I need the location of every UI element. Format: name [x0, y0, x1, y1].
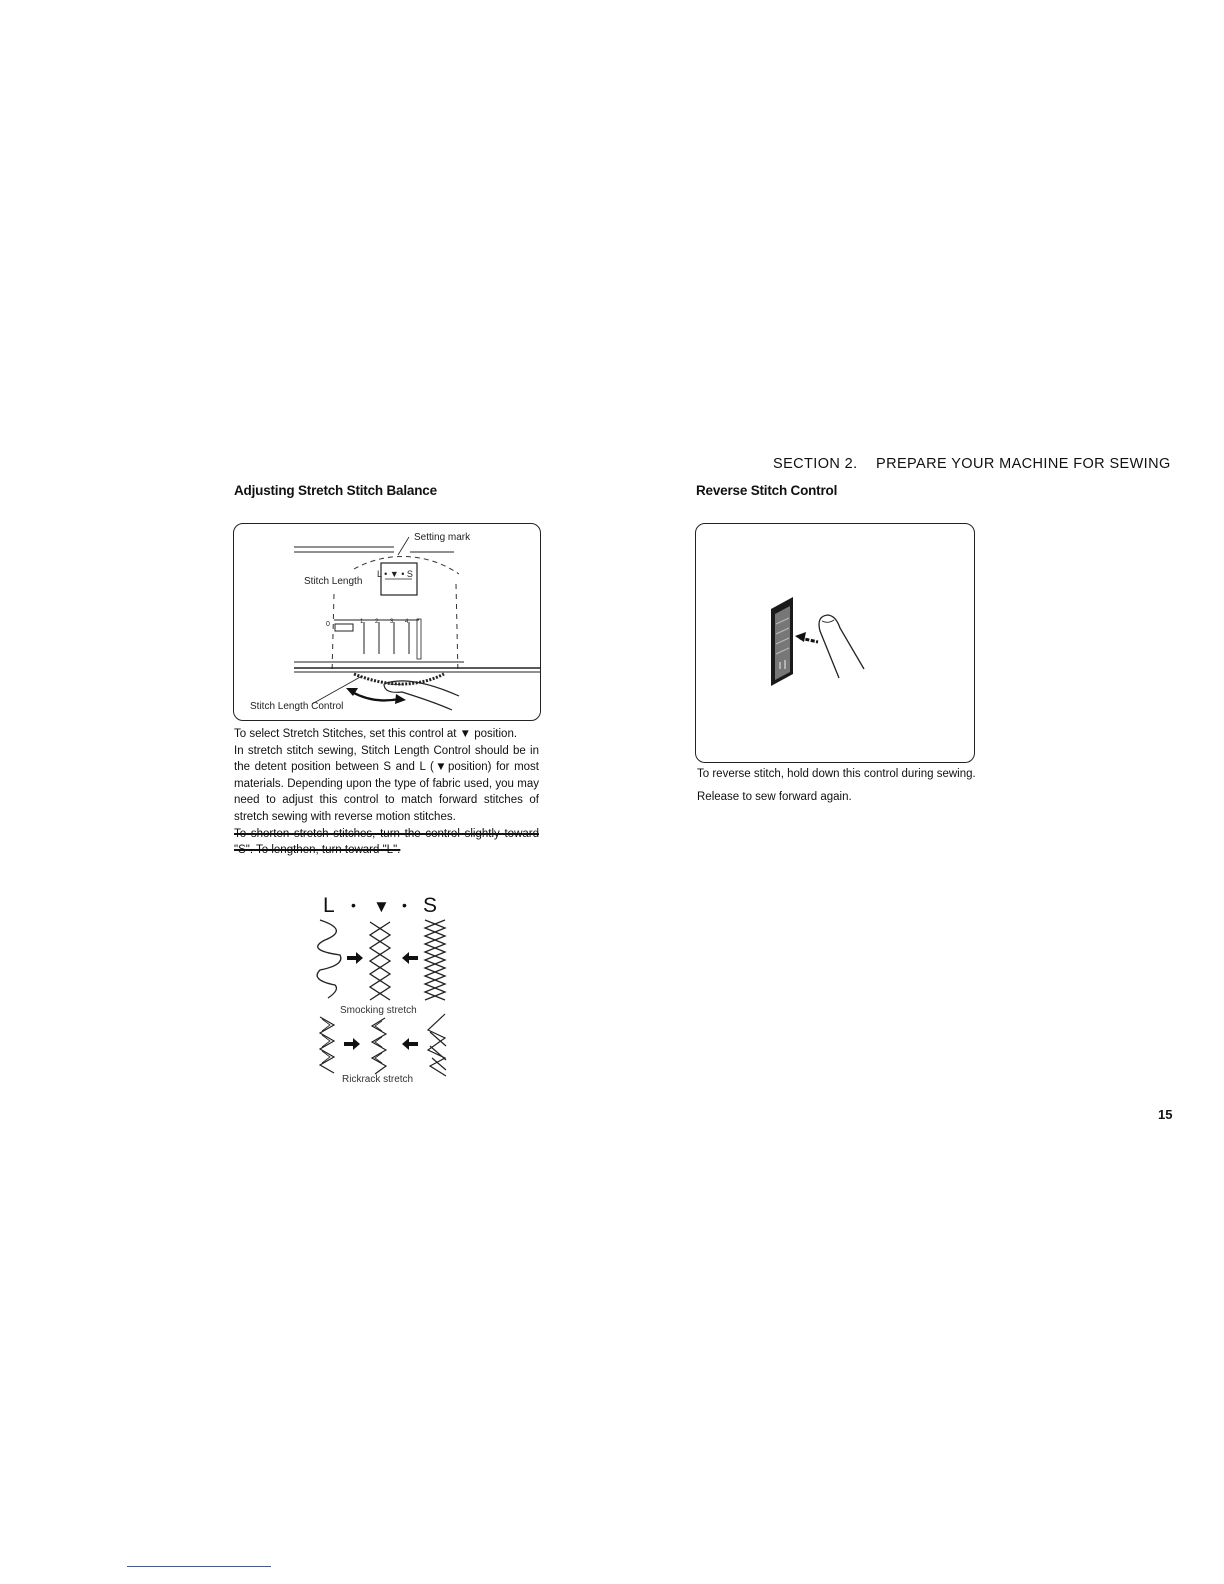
stitch-balance-drawing	[300, 890, 470, 1090]
rickrack-s-a	[428, 1014, 446, 1076]
paragraph-reverse: To reverse stitch, hold down this control during sewing.	[697, 768, 976, 780]
mark-dot-left: •	[351, 897, 356, 913]
stitch-length-control-label: Stitch Length Control	[250, 701, 344, 712]
rickrack-balanced-inner	[375, 1021, 382, 1063]
stitch-length-figure	[233, 523, 541, 721]
arrow-right-rickrack	[344, 1038, 360, 1050]
finger-icon	[819, 615, 864, 678]
rickrack-l-inner	[322, 1019, 330, 1063]
rickrack-label: Rickrack stretch	[342, 1074, 414, 1085]
dial-marks: L • ▼ • S	[377, 569, 413, 579]
smocking-label: Smocking stretch	[340, 1005, 417, 1016]
page-number: 15	[1158, 1107, 1173, 1122]
reverse-stitch-figure	[695, 523, 975, 763]
mark-s: S	[423, 894, 438, 917]
paragraph-release: Release to sew forward again.	[697, 790, 852, 803]
mark-triangle: ▼	[373, 897, 390, 916]
section-title: PREPARE YOUR MACHINE FOR SEWING	[876, 456, 1171, 472]
scale-four: 4	[405, 619, 409, 625]
setting-mark-label: Setting mark	[414, 532, 471, 543]
smocking-wave-l	[317, 920, 341, 998]
arrow-right-smocking	[347, 952, 363, 964]
arrow-left-smocking	[402, 952, 418, 964]
left-heading: Adjusting Stretch Stitch Balance	[234, 483, 437, 498]
smocking-tight-zigzag-b	[425, 920, 445, 1000]
stitch-length-dial-illustration	[234, 524, 540, 720]
rickrack-l	[320, 1017, 334, 1073]
scale-three: 3	[390, 619, 394, 625]
left-body-text	[234, 726, 539, 859]
reverse-control-illustration	[696, 524, 974, 762]
section-header	[773, 456, 1171, 472]
paragraph-adjust: To shorten stretch stitches, turn the control slightly toward "S". To lengthen, turn toward "L".	[234, 827, 539, 857]
scale-one: 1	[360, 619, 364, 625]
paragraph-select: To select Stretch Stitches, set this control at ▼ position.	[234, 728, 518, 740]
footer-rule	[127, 1566, 271, 1567]
stitch-length-label: Stitch Length	[304, 576, 363, 587]
paragraph-detent: In stretch stitch sewing, Stitch Length Control should be in the detent position between S and L (▼position) for most materials. Depending upon the type of fabric used, you may need to adjust this control to match forward stitches of stretch sewing with reverse motion stitches.	[234, 744, 539, 823]
mark-dot-right: •	[402, 897, 407, 913]
right-body-text	[697, 766, 977, 805]
arrow-left-rickrack	[402, 1038, 418, 1050]
right-heading: Reverse Stitch Control	[696, 483, 838, 498]
mark-l: L	[323, 894, 335, 917]
section-number: SECTION 2.	[773, 456, 858, 472]
stitch-balance-diagram	[300, 890, 470, 1090]
scale-zero: 0	[326, 621, 330, 628]
scale-two: 2	[375, 619, 379, 625]
rickrack-balanced	[372, 1018, 386, 1074]
